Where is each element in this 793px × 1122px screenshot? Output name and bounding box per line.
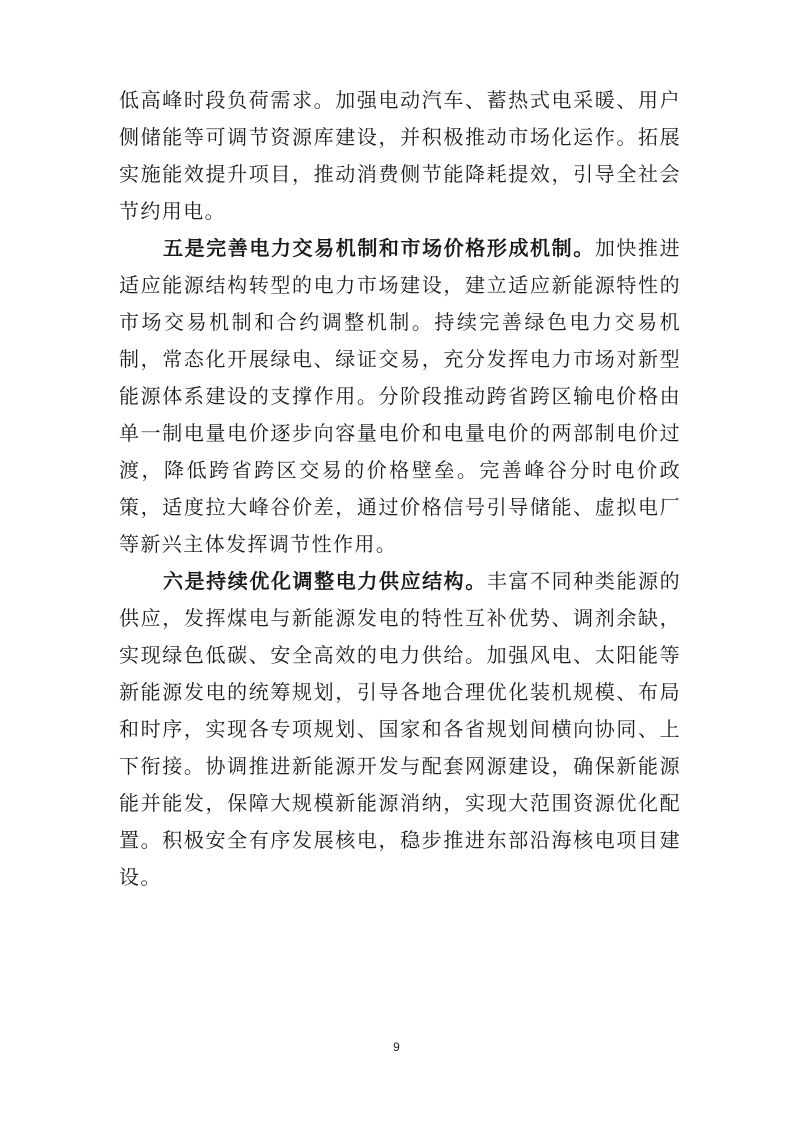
paragraph-lead: 六是持续优化调整电力供应结构。 [163, 569, 487, 593]
paragraph-demand-response [119, 82, 681, 230]
page-number: 9 [393, 1040, 400, 1054]
paragraph-market-mechanism [119, 230, 681, 563]
paragraph-text: 低高峰时段负荷需求。加强电动汽车、蓄热式电采暖、用户侧储能等可调节资源库建设，并积极推动市场化运作。拓展实施能效提升项目，推动消费侧节能降耗提效，引导全社会节约用电。 [119, 88, 681, 223]
paragraph-text: 加快推进适应能源结构转型的电力市场建设，建立适应新能源特性的市场交易机制和合约调整机制。持续完善绿色电力交易机制，常态化开展绿电、绿证交易，充分发挥电力市场对新型能源体系建设的支撑作用。分阶段推动跨省跨区输电价格由单一制电量电价逐步向容量电价和电量电价的两部制电价过渡，降低跨省跨区交易的价格壁垒。完善峰谷分时电价政策，适度拉大峰谷价差，通过价格信号引导储能、虚拟电厂等新兴主体发挥调节性作用。 [119, 236, 682, 556]
paragraph-supply-structure [119, 563, 681, 896]
document-body [119, 82, 681, 896]
paragraph-text: 丰富不同种类能源的供应，发挥煤电与新能源发电的特性互补优势、调剂余缺，实现绿色低碳、安全高效的电力供给。加强风电、太阳能等新能源发电的统筹规划，引导各地合理优化装机规模、布局和时序，实现各专项规划、国家和各省规划间横向协同、上下衔接。协调推进新能源开发与配套网源建设，确保新能源能并能发，保障大规模新能源消纳，实现大范围资源优化配置。积极安全有序发展核电，稳步推进东部沿海核电项目建设。 [119, 569, 682, 889]
paragraph-lead: 五是完善电力交易机制和市场价格形成机制。 [163, 236, 595, 260]
